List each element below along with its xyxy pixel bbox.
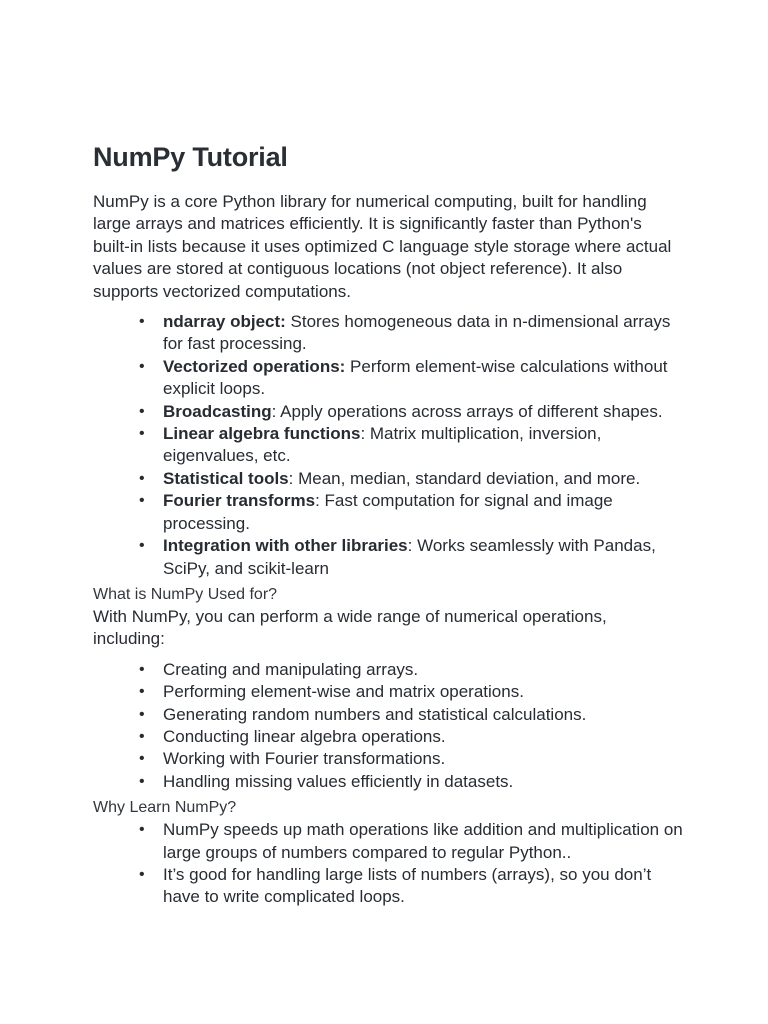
feature-term: Linear algebra functions — [163, 424, 361, 444]
page-title: NumPy Tutorial — [93, 142, 288, 172]
section-heading-why-learn: Why Learn NumPy? — [93, 799, 237, 817]
list-item: • NumPy speeds up math operations like addition and multiplication on large groups of numbers compared to regular Python.. — [163, 819, 683, 864]
list-item: • It’s good for handling large lists of numbers (arrays), so you don’t have to write complicated loops. — [163, 864, 683, 909]
list-item: • Performing element-wise and matrix operations. — [163, 681, 683, 703]
list-item — [163, 468, 683, 490]
feature-term: Statistical tools — [163, 468, 289, 488]
feature-term: Fourier transforms — [163, 491, 316, 511]
feature-desc: : Fast computation for signal and image processing. — [163, 491, 613, 533]
why-learn-list — [93, 819, 683, 909]
list-item: • Conducting linear algebra operations. — [163, 726, 683, 748]
intro-paragraph: NumPy is a core Python library for numerical computing, built for handling large arrays and matrices efficiently. It is significantly faster than Python's built-in lists because it uses optimized C language style storage where actual values are stored at contiguous locations (not object reference). It also supports vectorized computations. — [93, 192, 672, 301]
feature-desc: Perform element-wise calculations without explicit loops. — [163, 356, 668, 399]
list-item — [163, 401, 683, 423]
feature-term: Broadcasting — [163, 401, 272, 421]
list-item: • Working with Fourier transformations. — [163, 748, 683, 770]
features-list — [93, 311, 683, 580]
list-item: • Creating and manipulating arrays. — [163, 659, 683, 681]
feature-desc: : Matrix multiplication, inversion, eigenvalues, etc. — [163, 424, 602, 466]
feature-desc: : Mean, median, standard deviation, and more. — [288, 468, 641, 488]
used-for-list — [93, 659, 683, 793]
feature-term: ndarray object: — [163, 312, 286, 332]
feature-term: Vectorized operations: — [163, 356, 346, 376]
list-item — [163, 311, 683, 356]
section-heading-used-for: What is NumPy Used for? — [93, 585, 278, 603]
document-page — [93, 140, 683, 909]
feature-desc: : Apply operations across arrays of different shapes. — [271, 401, 663, 421]
feature-term: Integration with other libraries — [163, 536, 408, 556]
list-item — [163, 356, 683, 401]
used-for-intro: With NumPy, you can perform a wide range of numerical operations, including: — [93, 606, 607, 649]
list-item: • Generating random numbers and statistical calculations. — [163, 704, 683, 726]
list-item — [163, 535, 683, 580]
list-item: • Handling missing values efficiently in datasets. — [163, 771, 683, 793]
feature-desc: : Works seamlessly with Pandas, SciPy, and scikit-learn — [163, 536, 656, 578]
feature-desc: Stores homogeneous data in n-dimensional arrays for fast processing. — [163, 312, 671, 354]
list-item — [163, 490, 683, 535]
list-item — [163, 423, 683, 468]
